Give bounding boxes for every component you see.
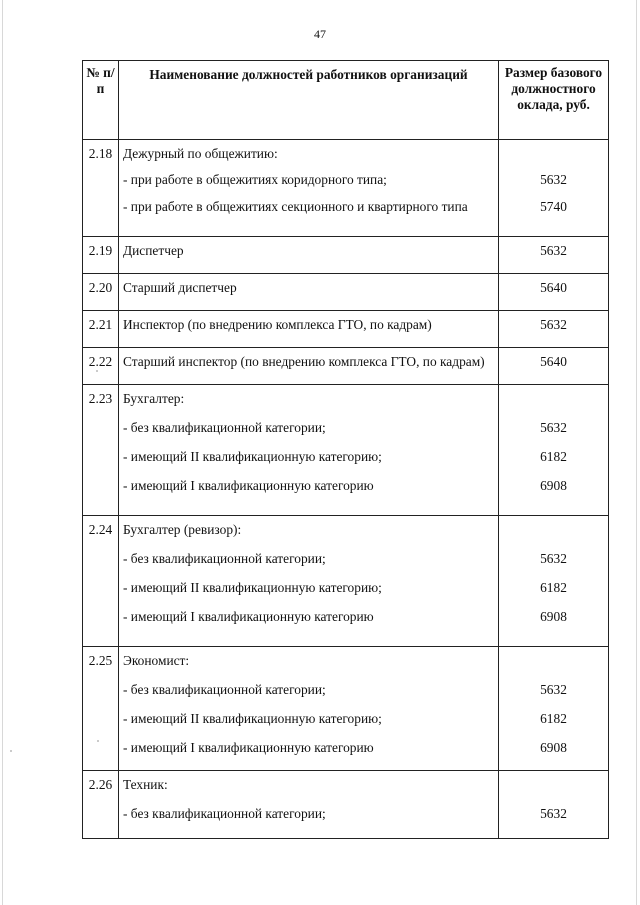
row-number: 2.25 — [83, 647, 119, 771]
position-title: Экономист: — [123, 653, 190, 668]
position-cell — [119, 237, 499, 274]
salary-value: 6908 — [540, 609, 567, 624]
salary-value: 6182 — [540, 580, 567, 595]
position-cell — [119, 348, 499, 385]
position-cell — [119, 516, 499, 647]
salary-value: 6182 — [540, 449, 567, 464]
salary-value: 5632 — [499, 311, 609, 348]
position-subitem: - имеющий II квалификационную категорию; — [123, 711, 382, 726]
row-number: 2.18 — [83, 140, 119, 237]
position-subitem: - имеющий II квалификационную категорию; — [123, 580, 382, 595]
position-cell — [119, 385, 499, 516]
column-header-number: № п/п — [83, 61, 119, 140]
table-row — [83, 771, 609, 839]
salary-cell — [499, 647, 609, 771]
salary-value: 6908 — [540, 740, 567, 755]
row-number: 2.20 — [83, 274, 119, 311]
table-row — [83, 516, 609, 647]
table-row — [83, 311, 609, 348]
position-title: Бухгалтер (ревизор): — [123, 522, 242, 537]
table-row — [83, 348, 609, 385]
position-subitem: - имеющий II квалификационную категорию; — [123, 449, 382, 464]
position-title: Техник: — [123, 777, 168, 792]
salary-cell — [499, 771, 609, 839]
table-row — [83, 274, 609, 311]
salary-table — [82, 60, 609, 839]
row-number: 2.19 — [83, 237, 119, 274]
position-title: Старший диспетчер — [123, 280, 237, 295]
salary-cell — [499, 385, 609, 516]
row-number: 2.24 — [83, 516, 119, 647]
salary-value: 5632 — [540, 806, 567, 821]
row-number: 2.23 — [83, 385, 119, 516]
column-header-salary: Размер базового должностного оклада, руб. — [499, 61, 609, 140]
salary-value: 6182 — [540, 711, 567, 726]
table-row — [83, 237, 609, 274]
salary-cell — [499, 516, 609, 647]
position-subitem: - при работе в общежитиях коридорного типа; — [123, 172, 387, 187]
position-subitem: - без квалификационной категории; — [123, 682, 326, 697]
scan-edge-left — [2, 0, 3, 905]
position-subitem: - имеющий I квалификационную категорию — [123, 609, 374, 624]
salary-value: 5632 — [540, 172, 567, 187]
salary-value: 5632 — [540, 682, 567, 697]
table-row — [83, 385, 609, 516]
column-header-position: Наименование должностей работников организаций — [119, 61, 499, 140]
table-row — [83, 647, 609, 771]
position-cell — [119, 311, 499, 348]
position-title: Бухгалтер: — [123, 391, 185, 406]
salary-value: 6908 — [540, 478, 567, 493]
salary-value: 5640 — [499, 274, 609, 311]
salary-value: 5740 — [540, 199, 567, 214]
salary-cell — [499, 140, 609, 237]
position-subitem: - при работе в общежитиях секционного и квартирного типа — [123, 199, 468, 214]
position-subitem: - имеющий I квалификационную категорию — [123, 478, 374, 493]
scan-edge-right — [636, 0, 637, 905]
position-title: Инспектор (по внедрению комплекса ГТО, по кадрам) — [123, 317, 432, 332]
salary-value: 5632 — [540, 551, 567, 566]
position-cell — [119, 771, 499, 839]
row-number: 2.22 — [83, 348, 119, 385]
position-title: Дежурный по общежитию: — [123, 146, 278, 161]
table-row — [83, 140, 609, 237]
position-subitem: - без квалификационной категории; — [123, 551, 326, 566]
salary-value: 5632 — [499, 237, 609, 274]
salary-value: 5640 — [499, 348, 609, 385]
row-number: 2.21 — [83, 311, 119, 348]
scan-speck — [10, 750, 12, 752]
position-subitem: - без квалификационной категории; — [123, 806, 326, 821]
position-title: Старший инспектор (по внедрению комплекса ГТО, по кадрам) — [123, 354, 485, 369]
position-subitem: - имеющий I квалификационную категорию — [123, 740, 374, 755]
row-number: 2.26 — [83, 771, 119, 839]
position-title: Диспетчер — [123, 243, 184, 258]
salary-value: 5632 — [540, 420, 567, 435]
table-header-row — [83, 61, 609, 140]
page-number: 47 — [314, 27, 326, 41]
position-cell — [119, 140, 499, 237]
position-cell — [119, 274, 499, 311]
position-subitem: - без квалификационной категории; — [123, 420, 326, 435]
position-cell — [119, 647, 499, 771]
